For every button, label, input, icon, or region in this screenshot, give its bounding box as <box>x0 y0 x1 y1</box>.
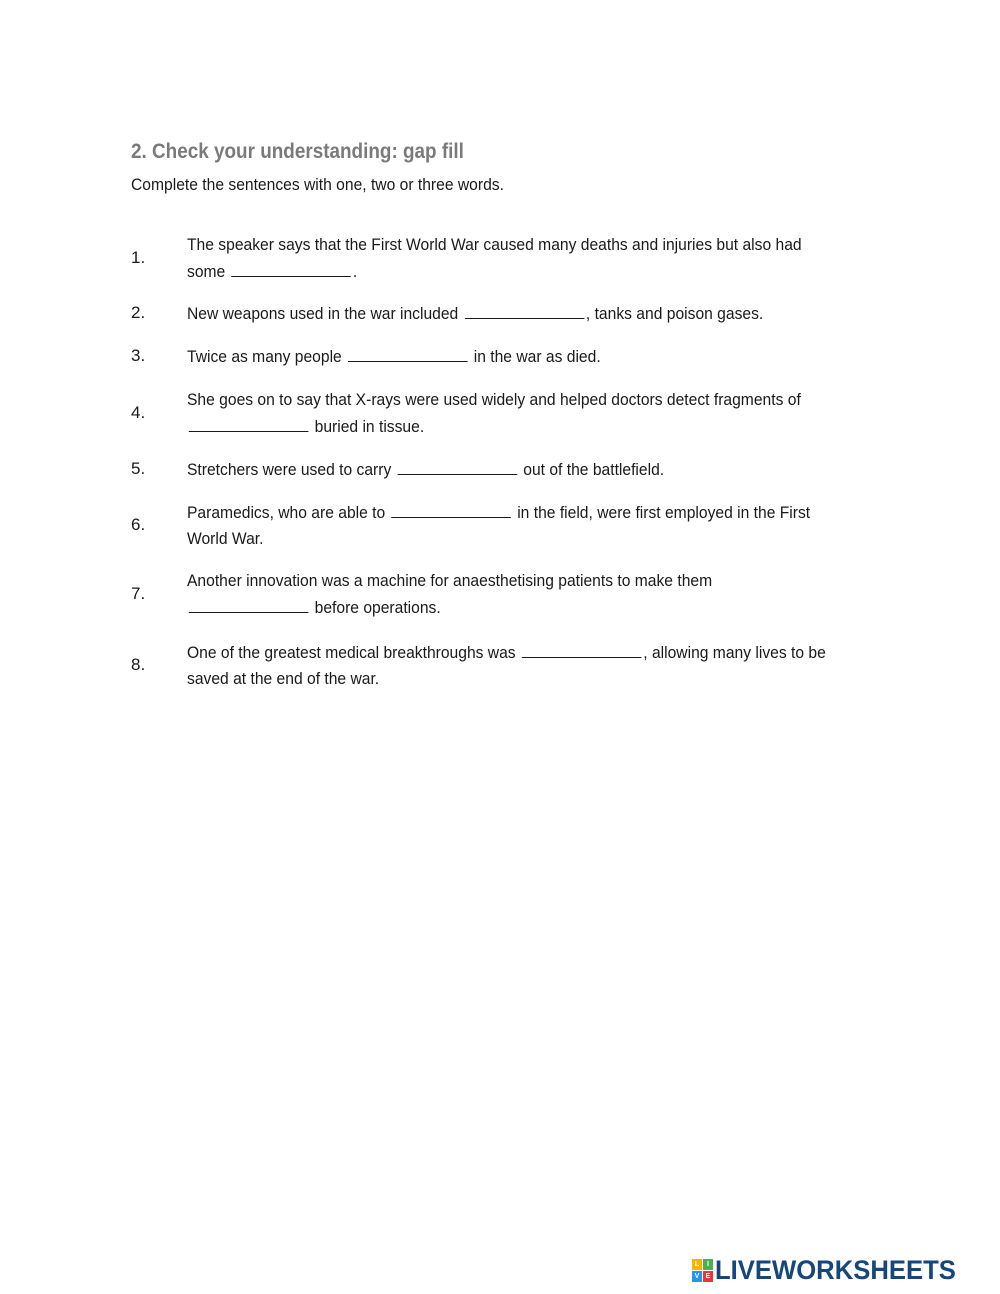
question-number: 2. <box>131 303 146 322</box>
instruction-text: Complete the sentences with one, two or three words. <box>131 175 504 194</box>
question-text <box>187 300 835 327</box>
text-after-gap: out of the battlefield. <box>523 459 665 479</box>
answer-gap-6[interactable] <box>391 499 511 518</box>
text-after-gap: in the war as died. <box>473 346 601 366</box>
answer-gap-7[interactable] <box>189 594 309 613</box>
text-before-gap: Paramedics, who are able to <box>187 502 386 522</box>
text-after-gap: buried in tissue. <box>314 416 425 436</box>
answer-gap-2[interactable] <box>464 300 584 319</box>
answer-gap-8[interactable] <box>522 639 642 658</box>
text-after-gap: , allowing many lives to be saved at the end of the war. <box>187 642 826 688</box>
answer-gap-3[interactable] <box>348 343 468 362</box>
logo-grid-icon <box>692 1259 712 1281</box>
text-after-gap: . <box>352 261 358 281</box>
text-before-gap: Stretchers were used to carry <box>187 459 392 479</box>
question-text <box>187 232 835 285</box>
text-after-gap: before operations. <box>314 597 441 617</box>
answer-gap-4[interactable] <box>189 413 309 432</box>
question-text <box>187 387 835 440</box>
text-before-gap: Another innovation was a machine for anaesthetising patients to make them <box>187 570 713 590</box>
text-before-gap: Twice as many people <box>187 346 342 366</box>
text-before-gap: The speaker says that the First World War caused many deaths and injuries but also had some <box>187 234 802 281</box>
question-item-1 <box>131 231 891 285</box>
question-item-4 <box>131 387 891 439</box>
answer-gap-1[interactable] <box>231 258 351 277</box>
question-number: 6. <box>131 515 146 534</box>
question-number: 8. <box>131 655 146 674</box>
logo-letter-v: V <box>692 1271 702 1282</box>
question-text <box>187 639 835 692</box>
text-before-gap: New weapons used in the war included <box>187 303 459 323</box>
logo-letter-i: I <box>703 1259 713 1270</box>
question-item-2 <box>131 300 891 326</box>
question-text <box>187 343 835 370</box>
question-number: 1. <box>131 248 146 267</box>
question-item-5 <box>131 456 891 482</box>
text-before-gap: One of the greatest medical breakthroughs was <box>187 642 516 662</box>
question-item-3 <box>131 343 891 369</box>
text-before-gap: She goes on to say that X-rays were used widely and helped doctors detect fragments of <box>187 389 801 409</box>
question-item-7 <box>131 568 891 620</box>
question-text <box>187 499 835 552</box>
question-text <box>187 456 835 483</box>
logo-wordmark: LIVEWORKSHEETS <box>715 1254 956 1285</box>
question-number: 5. <box>131 459 146 478</box>
question-number: 4. <box>131 403 146 422</box>
logo-letter-e: E <box>703 1271 713 1282</box>
text-after-gap: in the field, were first employed in the First World War. <box>187 502 811 548</box>
question-number: 3. <box>131 346 146 365</box>
question-item-6 <box>131 499 891 551</box>
question-number: 7. <box>131 584 146 603</box>
text-after-gap: , tanks and poison gases. <box>585 303 764 323</box>
logo-letter-l: L <box>692 1259 702 1270</box>
liveworksheets-logo <box>692 1256 969 1284</box>
section-heading: 2. Check your understanding: gap fill <box>131 140 464 163</box>
answer-gap-5[interactable] <box>397 456 517 475</box>
question-item-8 <box>131 639 891 691</box>
question-text <box>187 568 835 621</box>
